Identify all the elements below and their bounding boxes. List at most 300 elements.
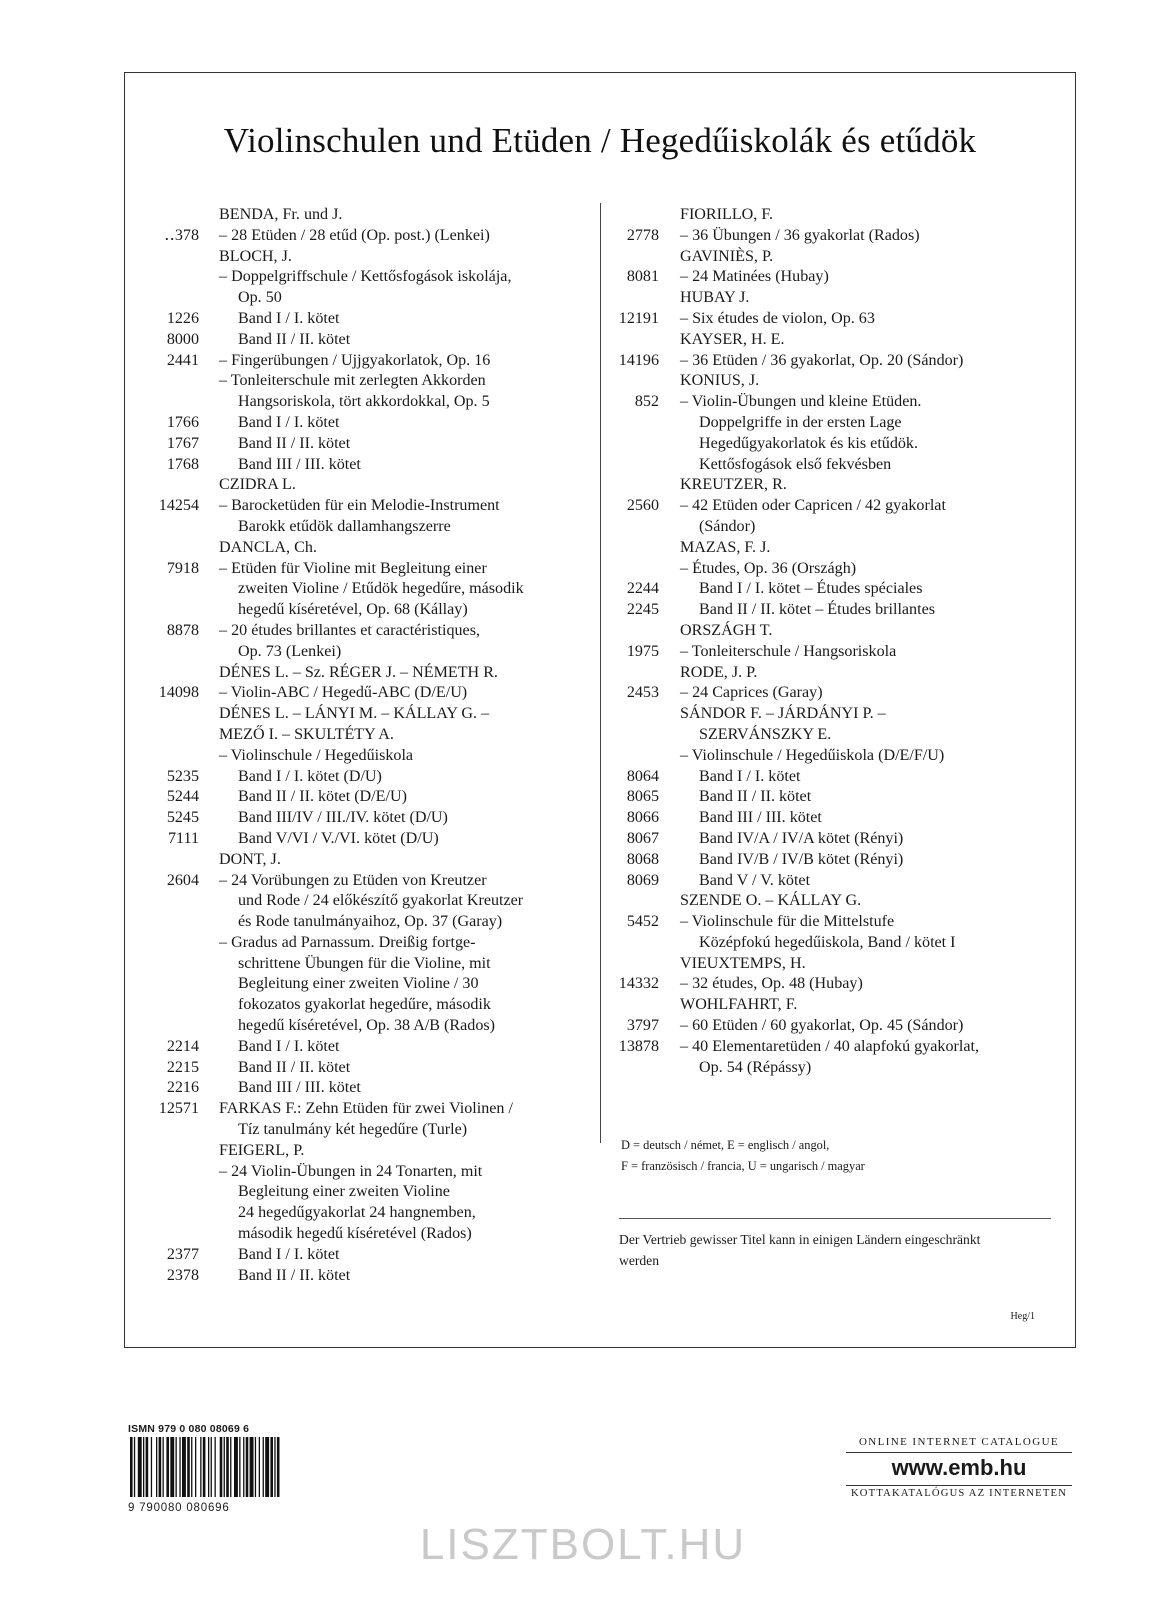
catalogue-entry xyxy=(603,517,1063,538)
catalogue-entry xyxy=(143,663,583,684)
catalogue-entry xyxy=(603,351,1063,372)
entry-text: Barokk etűdök dallamhangszerre xyxy=(238,517,451,535)
entry-text: SZENDE O. – KÁLLAY G. xyxy=(680,892,862,910)
catalogue-entry xyxy=(143,579,583,600)
catalogue-entry xyxy=(603,829,1063,850)
catalogue-entry xyxy=(603,954,1063,975)
catalogue-number xyxy=(143,600,199,621)
catalogue-number: 7918 xyxy=(166,559,199,577)
catalogue-rule xyxy=(846,1452,1072,1453)
catalogue-number xyxy=(143,247,199,268)
catalogue-number: 2377 xyxy=(166,1245,199,1263)
entry-text: ORSZÁGH T. xyxy=(680,621,773,639)
catalogue-number: 2778 xyxy=(626,226,659,244)
entry-text: – Fingerübungen / Ujjgyakorlatok, Op. 16 xyxy=(219,351,491,369)
catalogue-entry xyxy=(603,767,1063,788)
catalogue-entry xyxy=(143,1162,583,1183)
entry-text: Band II / II. kötet xyxy=(699,788,812,806)
entry-text: Band III / III. kötet xyxy=(238,1079,361,1097)
entry-text: FIORILLO, F. xyxy=(680,206,774,223)
entry-text: és Rode tanulmányaihoz, Op. 37 (Garay) xyxy=(238,913,503,931)
catalogue-number xyxy=(143,995,199,1016)
catalogue-number: 8081 xyxy=(626,268,659,286)
entry-text: – Six études de violon, Op. 63 xyxy=(680,309,875,327)
catalogue-entry xyxy=(143,413,583,434)
watermark: LISZTBOLT.HU xyxy=(419,1520,747,1569)
catalogue-code: Heg/1 xyxy=(1010,1311,1035,1322)
catalogue-entry xyxy=(143,600,583,621)
entry-text: Band IV/B / IV/B kötet (Rényi) xyxy=(699,850,904,868)
catalogue-number: 8066 xyxy=(626,809,659,827)
left-column xyxy=(143,205,583,1286)
catalogue-entry xyxy=(143,767,583,788)
catalogue-entry xyxy=(143,267,583,288)
barcode-bar xyxy=(277,1437,280,1497)
catalogue-entry xyxy=(143,1099,583,1120)
catalogue-number xyxy=(143,954,199,975)
barcode-bar xyxy=(274,1437,275,1497)
entry-text: DÉNES L. – LÁNYI M. – KÁLLAY G. – xyxy=(219,705,490,723)
entry-text: Band V / V. kötet xyxy=(699,871,811,889)
barcode-bar xyxy=(255,1437,256,1497)
entry-text: GAVINIÈS, P. xyxy=(680,247,774,265)
catalogue-entry xyxy=(143,995,583,1016)
entry-text: Band II / II. kötet – Études brillantes xyxy=(699,601,935,619)
catalogue-entry xyxy=(143,1037,583,1058)
entry-text: Band I / I. kötet xyxy=(238,413,340,431)
catalogue-entry xyxy=(143,871,583,892)
catalogue-entry xyxy=(603,455,1063,476)
catalogue-number: 1768 xyxy=(166,455,199,473)
entry-text: Band II / II. kötet xyxy=(238,1266,351,1284)
catalogue-entry xyxy=(603,974,1063,995)
column-divider xyxy=(600,203,601,1143)
catalogue-number xyxy=(603,517,659,538)
catalogue-entry xyxy=(603,205,1063,226)
catalogue-number xyxy=(143,1203,199,1224)
entry-text: DÉNES L. – Sz. RÉGER J. – NÉMETH R. xyxy=(219,663,498,681)
entry-text: KONIUS, J. xyxy=(680,372,760,390)
entry-text: Begleitung einer zweiten Violine xyxy=(238,1183,450,1201)
entry-text: Op. 73 (Lenkei) xyxy=(238,642,342,660)
entry-text: fokozatos gyakorlat hegedűre, második xyxy=(238,996,491,1014)
entry-text: Kettősfogások első fekvésben xyxy=(699,455,892,473)
catalogue-number xyxy=(603,330,659,351)
entry-text: WOHLFAHRT, F. xyxy=(680,996,798,1014)
catalogue-entry xyxy=(143,351,583,372)
catalogue-number: 14196 xyxy=(618,351,659,369)
catalogue-entry xyxy=(603,704,1063,725)
right-column xyxy=(603,205,1063,1078)
catalogue-number xyxy=(603,704,659,725)
barcode-bar xyxy=(146,1437,149,1497)
entry-text: – 60 Etüden / 60 gyakorlat, Op. 45 (Sándor) xyxy=(680,1017,964,1035)
catalogue-entry xyxy=(603,912,1063,933)
catalogue-entry xyxy=(603,1037,1063,1058)
catalogue-entry xyxy=(143,247,583,268)
catalogue-number xyxy=(143,288,199,309)
catalogue-number: 12571 xyxy=(158,1100,199,1118)
catalogue-entry xyxy=(603,600,1063,621)
catalogue-entry xyxy=(143,1058,583,1079)
entry-text: – Tonleiterschule mit zerlegten Akkorden xyxy=(219,372,486,390)
entry-text: – Violinschule für die Mittelstufe xyxy=(680,913,895,931)
catalogue-entry xyxy=(143,704,583,725)
barcode-bar xyxy=(265,1437,269,1497)
catalogue-entry xyxy=(143,371,583,392)
catalogue-entry xyxy=(603,683,1063,704)
catalogue-number xyxy=(143,371,199,392)
entry-text: RODE, J. P. xyxy=(680,663,758,681)
entry-text: BENDA, Fr. und J. xyxy=(219,206,343,223)
catalogue-number xyxy=(143,891,199,912)
barcode-bar xyxy=(179,1437,180,1497)
entry-text: – 36 Übungen / 36 gyakorlat (Rados) xyxy=(680,226,920,244)
barcode-bar xyxy=(176,1437,177,1497)
catalogue-number: 2214 xyxy=(166,1037,199,1055)
barcode-bar xyxy=(156,1437,157,1497)
catalogue-number: 14098 xyxy=(158,684,199,702)
entry-text: CZIDRA L. xyxy=(219,476,296,494)
catalogue-entry xyxy=(143,330,583,351)
entry-text: Band I / I. kötet xyxy=(699,767,801,785)
entry-text: – Tonleiterschule / Hangsoriskola xyxy=(680,642,897,660)
barcode-image xyxy=(128,1437,344,1497)
catalogue-entry xyxy=(143,1016,583,1037)
barcode-bar xyxy=(211,1437,212,1497)
entry-text: Band II / II. kötet xyxy=(238,434,351,452)
page-title: Violinschulen und Etüden / Hegedűiskolák és etűdök xyxy=(223,121,977,160)
catalogue-number xyxy=(603,559,659,580)
catalogue-entry xyxy=(603,413,1063,434)
catalogue-number xyxy=(603,538,659,559)
catalogue-number xyxy=(603,933,659,954)
catalogue-number: 1767 xyxy=(166,434,199,452)
entry-text: schrittene Übungen für die Violine, mit xyxy=(238,954,491,972)
catalogue-entry xyxy=(143,891,583,912)
entry-text: – 40 Elementaretüden / 40 alapfokú gyakorlat, xyxy=(680,1037,979,1055)
catalogue-number xyxy=(603,247,659,268)
catalogue-number: 3797 xyxy=(626,1017,659,1035)
catalogue-entry xyxy=(603,1016,1063,1037)
entry-text: Band II / II. kötet xyxy=(238,1058,351,1076)
entry-text: – Violinschule / Hegedűiskola (D/E/F/U) xyxy=(680,746,945,764)
entry-text: – 32 études, Op. 48 (Hubay) xyxy=(680,975,863,993)
catalogue-number: 8069 xyxy=(626,871,659,889)
entry-text: – 42 Etüden oder Capricen / 42 gyakorlat xyxy=(680,497,946,515)
barcode-bar xyxy=(182,1437,186,1497)
catalogue-entry xyxy=(143,1224,583,1245)
catalogue-number: 2378 xyxy=(166,1266,199,1284)
catalogue-number xyxy=(143,746,199,767)
catalogue-frame xyxy=(124,72,1076,1348)
entry-text: második hegedű kíséretével (Rados) xyxy=(238,1225,472,1243)
catalogue-number: 5452 xyxy=(626,913,659,931)
catalogue-entry xyxy=(603,787,1063,808)
entry-text: Hegedűgyakorlatok és kis etűdök. xyxy=(699,434,919,452)
catalogue-entry xyxy=(603,808,1063,829)
catalogue-number: 8878 xyxy=(166,621,199,639)
catalogue-entry xyxy=(603,891,1063,912)
barcode-block xyxy=(128,1423,344,1514)
catalogue-entry xyxy=(143,642,583,663)
entry-text: KAYSER, H. E. xyxy=(680,330,785,348)
entry-text: – Etüden für Violine mit Begleitung einer xyxy=(219,559,487,577)
catalogue-entry xyxy=(603,933,1063,954)
catalogue-number xyxy=(143,1016,199,1037)
entry-text: Band III / III. kötet xyxy=(699,809,822,827)
catalogue-number: 1975 xyxy=(626,642,659,660)
catalogue-number xyxy=(143,1224,199,1245)
catalogue-number xyxy=(603,475,659,496)
entry-text: hegedű kíséretével, Op. 68 (Kállay) xyxy=(238,601,468,619)
catalogue-number: 8000 xyxy=(166,330,199,348)
entry-text: 24 hegedűgyakorlat 24 hangnemben, xyxy=(238,1204,476,1222)
entry-text: – Violin-Übungen und kleine Etüden. xyxy=(680,393,922,411)
barcode-bar xyxy=(230,1437,231,1497)
catalogue-number: 5235 xyxy=(166,767,199,785)
entry-text: Középfokú hegedűiskola, Band / kötet I xyxy=(699,933,956,951)
entry-text: Band I / I. kötet xyxy=(238,1037,340,1055)
catalogue-entry xyxy=(143,725,583,746)
catalogue-number xyxy=(603,371,659,392)
catalogue-number xyxy=(143,974,199,995)
barcode-bar xyxy=(170,1437,174,1497)
catalogue-number: 5244 xyxy=(166,788,199,806)
entry-text: – Violinschule / Hegedűiskola xyxy=(219,746,414,764)
catalogue-number xyxy=(143,663,199,684)
catalogue-number: 2215 xyxy=(166,1058,199,1076)
catalogue-entry xyxy=(143,683,583,704)
entry-text: Band III/IV / III./IV. kötet (D/U) xyxy=(238,809,448,827)
catalogue-entry xyxy=(603,663,1063,684)
catalogue-entry xyxy=(143,974,583,995)
catalogue-entry xyxy=(143,496,583,517)
legend-line: D = deutsch / német, E = englisch / angol, xyxy=(621,1138,830,1152)
catalogue-entry xyxy=(143,850,583,871)
entry-text: KREUTZER, R. xyxy=(680,476,787,494)
distribution-note: Der Vertrieb gewisser Titel kann in einigen Ländern eingeschränkt werden xyxy=(619,1232,981,1268)
entry-text: BLOCH, J. xyxy=(219,247,292,265)
catalogue-entry xyxy=(603,538,1063,559)
legend-line: F = französisch / francia, U = ungarisch / magyar xyxy=(621,1159,865,1173)
catalogue-number: 2245 xyxy=(626,601,659,619)
entry-text: Band IV/A / IV/A kötet (Rényi) xyxy=(699,829,904,847)
catalogue-entry xyxy=(143,1141,583,1162)
catalogue-entry xyxy=(143,808,583,829)
catalogue-entry xyxy=(143,559,583,580)
catalogue-number xyxy=(143,205,199,226)
entry-text: VIEUXTEMPS, H. xyxy=(680,954,806,972)
barcode-bar xyxy=(163,1437,164,1497)
catalogue-entry xyxy=(143,455,583,476)
catalogue-number: 8064 xyxy=(626,767,659,785)
barcode-digits: 9 790080 080696 xyxy=(128,1502,230,1514)
catalogue-number xyxy=(143,1120,199,1141)
catalogue-number xyxy=(143,267,199,288)
catalogue-number: 1766 xyxy=(166,413,199,431)
entry-text: MEZŐ I. – SKULTÉTY A. xyxy=(219,725,394,743)
catalogue-entry xyxy=(603,392,1063,413)
entry-text: SZERVÁNSZKY E. xyxy=(699,725,832,743)
catalogue-number: 2244 xyxy=(626,580,659,598)
catalogue-number: 2216 xyxy=(166,1079,199,1097)
barcode-bar xyxy=(200,1437,201,1497)
catalogue-entry xyxy=(143,746,583,767)
catalogue-entry xyxy=(603,850,1063,871)
catalogue-number: 14332 xyxy=(618,975,659,993)
catalogue-entry xyxy=(143,1182,583,1203)
catalogue-entry xyxy=(143,1120,583,1141)
catalogue-entry xyxy=(143,912,583,933)
catalogue-number xyxy=(143,642,199,663)
catalogue-rule xyxy=(846,1485,1072,1486)
catalogue-number xyxy=(143,850,199,871)
ismn-label: ISMN 979 0 080 08069 6 xyxy=(128,1423,250,1435)
entry-text: (Sándor) xyxy=(699,517,756,535)
barcode-bar xyxy=(246,1437,249,1497)
entry-text: – Gradus ad Parnassum. Dreißig fortge- xyxy=(219,933,476,951)
catalogue-number: 852 xyxy=(634,393,659,411)
barcode-bar xyxy=(187,1437,190,1497)
entry-text: zweiten Violine / Etűdök hegedűre, második xyxy=(238,580,524,598)
catalogue-number xyxy=(603,413,659,434)
catalogue-number: 8065 xyxy=(626,788,659,806)
entry-text: – Études, Op. 36 (Országh) xyxy=(680,559,857,577)
catalogue-entry xyxy=(143,538,583,559)
barcode-bar xyxy=(138,1437,142,1497)
entry-text: Tíz tanulmány két hegedűre (Turle) xyxy=(238,1121,468,1139)
catalogue-entry xyxy=(143,933,583,954)
catalogue-number xyxy=(603,663,659,684)
barcode-bar xyxy=(234,1437,238,1497)
catalogue-number xyxy=(603,746,659,767)
barcode-bar xyxy=(166,1437,169,1497)
entry-text: Band II / II. kötet (D/E/U) xyxy=(238,788,407,806)
catalogue-number xyxy=(603,455,659,476)
barcode-bar xyxy=(243,1437,244,1497)
catalogue-number xyxy=(603,954,659,975)
entry-text: Band V/VI / V./VI. kötet (D/U) xyxy=(238,829,439,847)
barcode-bar xyxy=(195,1437,196,1497)
catalogue-number xyxy=(603,725,659,746)
barcode-bar xyxy=(220,1437,223,1497)
entry-text: Hangsoriskola, tört akkordokkal, Op. 5 xyxy=(238,393,490,411)
entry-text: Begleitung einer zweiten Violine / 30 xyxy=(238,975,479,993)
catalogue-entry xyxy=(603,642,1063,663)
entry-text: SÁNDOR F. – JÁRDÁNYI P. – xyxy=(680,705,886,723)
entry-text: – Doppelgriffschule / Kettősfogások iskolája, xyxy=(219,268,512,286)
entry-text: – 24 Caprices (Garay) xyxy=(680,684,823,702)
catalogue-entry xyxy=(603,226,1063,247)
barcode-bar xyxy=(143,1437,144,1497)
catalogue-number xyxy=(143,933,199,954)
entry-text: Band I / I. kötet (D/U) xyxy=(238,767,382,785)
barcode-bar xyxy=(203,1437,206,1497)
barcode-bar xyxy=(250,1437,254,1497)
catalogue-entry xyxy=(143,621,583,642)
barcode-bar xyxy=(159,1437,162,1497)
catalogue-number: 8067 xyxy=(626,829,659,847)
catalogue-entry xyxy=(603,267,1063,288)
catalogue-entry xyxy=(143,954,583,975)
catalogue-number xyxy=(603,621,659,642)
entry-text: Band I / I. kötet – Études spéciales xyxy=(699,580,923,598)
catalogue-entry xyxy=(603,995,1063,1016)
catalogue-number: 7111 xyxy=(168,829,199,847)
entry-text: FEIGERL, P. xyxy=(219,1141,305,1159)
catalogue-number xyxy=(143,517,199,538)
entry-text: Op. 54 (Répássy) xyxy=(699,1058,812,1076)
entry-text: – Barocketüden für ein Melodie-Instrument xyxy=(219,497,500,515)
entry-text: hegedű kíséretével, Op. 38 A/B (Rados) xyxy=(238,1017,495,1035)
barcode-bar xyxy=(239,1437,240,1497)
entry-text: und Rode / 24 előkészítő gyakorlat Kreutzer xyxy=(238,892,524,910)
catalogue-number xyxy=(603,995,659,1016)
catalogue-number: 8068 xyxy=(626,850,659,868)
catalogue-number xyxy=(143,1162,199,1183)
entry-text: Band II / II. kötet xyxy=(238,330,351,348)
catalogue-number: 13878 xyxy=(618,1037,659,1055)
catalogue-number xyxy=(143,725,199,746)
catalogue-number xyxy=(603,891,659,912)
catalogue-number xyxy=(143,1182,199,1203)
catalogue-entry xyxy=(603,559,1063,580)
catalogue-entry xyxy=(603,1058,1063,1079)
catalogue-entry xyxy=(143,1266,583,1287)
catalogue-number: 2604 xyxy=(166,871,199,889)
barcode-bar xyxy=(259,1437,260,1497)
entry-text: – Violin-ABC / Hegedű-ABC (D/E/U) xyxy=(219,684,468,702)
entry-text: HUBAY J. xyxy=(680,289,750,307)
catalogue-entry xyxy=(143,309,583,330)
catalogue-number: 14254 xyxy=(158,497,199,515)
catalogue-entry xyxy=(143,434,583,455)
barcode-bar xyxy=(226,1437,229,1497)
entry-text: – 24 Violin-Übungen in 24 Tonarten, mit xyxy=(219,1162,483,1180)
divider-line xyxy=(619,1218,1051,1219)
catalogue-entry xyxy=(603,621,1063,642)
catalogue-number: 1226 xyxy=(166,309,199,327)
catalogue-number xyxy=(143,538,199,559)
catalogue-entry xyxy=(143,288,583,309)
catalogue-entry xyxy=(603,247,1063,268)
catalogue-entry xyxy=(603,746,1063,767)
abbreviation-legend xyxy=(621,1135,865,1177)
barcode-bar xyxy=(208,1437,209,1497)
entry-text: Band I / I. kötet xyxy=(238,1245,340,1263)
catalogue-entry xyxy=(143,787,583,808)
entry-text: Band I / I. kötet xyxy=(238,309,340,327)
catalogue-entry xyxy=(143,1078,583,1099)
barcode-bar xyxy=(191,1437,192,1497)
catalogue-entry xyxy=(603,496,1063,517)
catalogue-number xyxy=(143,475,199,496)
entry-text: Band III / III. kötet xyxy=(238,455,361,473)
catalogue-entry xyxy=(603,434,1063,455)
catalogue-entry xyxy=(143,829,583,850)
catalogue-number: ‥378 xyxy=(164,226,199,244)
entry-text: – 24 Matinées (Hubay) xyxy=(680,268,829,286)
catalogue-number: 2441 xyxy=(166,351,199,369)
catalogue-entry xyxy=(603,330,1063,351)
catalogue-number xyxy=(143,704,199,725)
catalogue-entry xyxy=(143,475,583,496)
catalogue-entry xyxy=(143,1245,583,1266)
catalogue-number: 2560 xyxy=(626,497,659,515)
catalogue-number: 2453 xyxy=(626,684,659,702)
catalogue-url-link[interactable]: www.emb.hu xyxy=(891,1455,1027,1480)
